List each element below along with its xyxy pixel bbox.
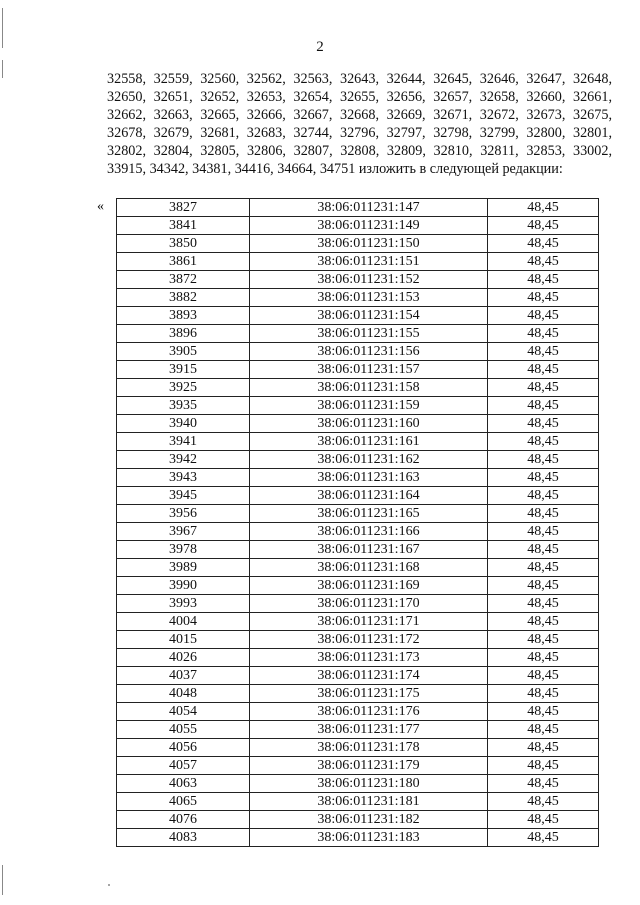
row-number-cell: 3935 [117, 397, 250, 415]
cadastral-number-cell: 38:06:011231:180 [250, 775, 488, 793]
value-cell: 48,45 [488, 721, 599, 739]
table-row [117, 271, 599, 289]
value-cell: 48,45 [488, 757, 599, 775]
table-row [117, 775, 599, 793]
scan-margin-mark [2, 8, 3, 48]
table-row [117, 793, 599, 811]
value-cell: 48,45 [488, 379, 599, 397]
table-row [117, 325, 599, 343]
table-row [117, 433, 599, 451]
table-row [117, 631, 599, 649]
row-number-cell: 4048 [117, 685, 250, 703]
row-number-cell: 3942 [117, 451, 250, 469]
cadastral-number-cell: 38:06:011231:152 [250, 271, 488, 289]
table-row [117, 343, 599, 361]
row-number-cell: 3850 [117, 235, 250, 253]
table-row [117, 523, 599, 541]
cadastral-number-cell: 38:06:011231:179 [250, 757, 488, 775]
table-row [117, 667, 599, 685]
row-number-cell: 3841 [117, 217, 250, 235]
cadastral-number-cell: 38:06:011231:164 [250, 487, 488, 505]
cadastral-number-cell: 38:06:011231:171 [250, 613, 488, 631]
row-number-cell: 3896 [117, 325, 250, 343]
cadastral-number-cell: 38:06:011231:175 [250, 685, 488, 703]
row-number-cell: 4026 [117, 649, 250, 667]
table-row [117, 217, 599, 235]
table-row [117, 577, 599, 595]
cadastral-number-cell: 38:06:011231:159 [250, 397, 488, 415]
value-cell: 48,45 [488, 523, 599, 541]
cadastral-number-cell: 38:06:011231:172 [250, 631, 488, 649]
cadastral-number-cell: 38:06:011231:151 [250, 253, 488, 271]
scan-margin-mark [2, 60, 3, 78]
value-cell: 48,45 [488, 235, 599, 253]
cadastral-number-cell: 38:06:011231:163 [250, 469, 488, 487]
cadastral-number-cell: 38:06:011231:156 [250, 343, 488, 361]
value-cell: 48,45 [488, 595, 599, 613]
table-row [117, 397, 599, 415]
value-cell: 48,45 [488, 253, 599, 271]
table-row [117, 469, 599, 487]
row-number-cell: 4037 [117, 667, 250, 685]
table-row [117, 541, 599, 559]
value-cell: 48,45 [488, 793, 599, 811]
cadastral-number-cell: 38:06:011231:150 [250, 235, 488, 253]
value-cell: 48,45 [488, 811, 599, 829]
table-row [117, 505, 599, 523]
value-cell: 48,45 [488, 631, 599, 649]
cadastral-number-cell: 38:06:011231:160 [250, 415, 488, 433]
value-cell: 48,45 [488, 649, 599, 667]
value-cell: 48,45 [488, 613, 599, 631]
table-row [117, 451, 599, 469]
row-number-cell: 3943 [117, 469, 250, 487]
row-number-cell: 3967 [117, 523, 250, 541]
row-number-cell: 4056 [117, 739, 250, 757]
row-number-cell: 3915 [117, 361, 250, 379]
value-cell: 48,45 [488, 505, 599, 523]
cadastral-number-cell: 38:06:011231:174 [250, 667, 488, 685]
cadastral-number-cell: 38:06:011231:181 [250, 793, 488, 811]
cadastral-number-cell: 38:06:011231:178 [250, 739, 488, 757]
row-number-cell: 4015 [117, 631, 250, 649]
table-row [117, 253, 599, 271]
table-row [117, 379, 599, 397]
value-cell: 48,45 [488, 559, 599, 577]
page-number: 2 [316, 39, 324, 55]
cadastral-number-cell: 38:06:011231:168 [250, 559, 488, 577]
value-cell: 48,45 [488, 541, 599, 559]
table-row [117, 415, 599, 433]
cadastral-number-cell: 38:06:011231:183 [250, 829, 488, 847]
cadastral-number-cell: 38:06:011231:182 [250, 811, 488, 829]
cadastral-number-cell: 38:06:011231:173 [250, 649, 488, 667]
cadastral-table [116, 198, 599, 847]
table-row [117, 739, 599, 757]
table-row [117, 595, 599, 613]
row-number-cell: 4054 [117, 703, 250, 721]
table-row [117, 289, 599, 307]
row-number-cell: 4004 [117, 613, 250, 631]
table-row [117, 649, 599, 667]
table-row [117, 199, 599, 217]
row-number-cell: 3941 [117, 433, 250, 451]
cadastral-number-cell: 38:06:011231:161 [250, 433, 488, 451]
row-number-cell: 3925 [117, 379, 250, 397]
cadastral-number-cell: 38:06:011231:154 [250, 307, 488, 325]
cadastral-number-cell: 38:06:011231:167 [250, 541, 488, 559]
cadastral-number-cell: 38:06:011231:162 [250, 451, 488, 469]
value-cell: 48,45 [488, 577, 599, 595]
table-row [117, 613, 599, 631]
row-number-cell: 3993 [117, 595, 250, 613]
cadastral-number-cell: 38:06:011231:166 [250, 523, 488, 541]
cadastral-number-cell: 38:06:011231:147 [250, 199, 488, 217]
cadastral-number-cell: 38:06:011231:176 [250, 703, 488, 721]
cadastral-number-cell: 38:06:011231:170 [250, 595, 488, 613]
value-cell: 48,45 [488, 433, 599, 451]
row-number-cell: 4065 [117, 793, 250, 811]
value-cell: 48,45 [488, 289, 599, 307]
value-cell: 48,45 [488, 343, 599, 361]
cadastral-number-cell: 38:06:011231:158 [250, 379, 488, 397]
row-number-cell: 4063 [117, 775, 250, 793]
table-row [117, 685, 599, 703]
cadastral-number-cell: 38:06:011231:149 [250, 217, 488, 235]
table-row [117, 307, 599, 325]
opening-quote-mark: « [97, 199, 104, 214]
value-cell: 48,45 [488, 199, 599, 217]
row-number-cell: 3956 [117, 505, 250, 523]
row-number-cell: 4055 [117, 721, 250, 739]
row-number-cell: 3989 [117, 559, 250, 577]
value-cell: 48,45 [488, 775, 599, 793]
cadastral-number-cell: 38:06:011231:157 [250, 361, 488, 379]
value-cell: 48,45 [488, 361, 599, 379]
row-number-cell: 3978 [117, 541, 250, 559]
value-cell: 48,45 [488, 397, 599, 415]
intro-paragraph: 32558, 32559, 32560, 32562, 32563, 32643, 32644, 32645, 32646, 32647, 32648, 32650, 32651, 32652, 32653, 32654, 32655, 32656, 32657, 32658, 32660, 32661, 32662, 32663, 32665, 32666, 32667, 32668, 32669, 32671, 32672, 32673, 32675, 32678, 32679, 32681, 32683, 32744, 32796, 32797, 32798, 32799, 32800, 32801, 32802, 32804, 32805, 32806, 32807, 32808, 32809, 32810, 32811, 32853, 33002, 33915, 34342, 34381, 34416, 34664, 34751 изложить в следующей редакции: [107, 71, 612, 177]
row-number-cell: 3827 [117, 199, 250, 217]
scan-margin-mark [2, 865, 3, 895]
row-number-cell: 4057 [117, 757, 250, 775]
row-number-cell: 3893 [117, 307, 250, 325]
row-number-cell: 3872 [117, 271, 250, 289]
cadastral-table-body [117, 199, 599, 847]
row-number-cell: 3945 [117, 487, 250, 505]
row-number-cell: 3990 [117, 577, 250, 595]
row-number-cell: 4083 [117, 829, 250, 847]
value-cell: 48,45 [488, 487, 599, 505]
table-row [117, 829, 599, 847]
value-cell: 48,45 [488, 829, 599, 847]
scan-speck [108, 884, 110, 886]
cadastral-number-cell: 38:06:011231:177 [250, 721, 488, 739]
value-cell: 48,45 [488, 667, 599, 685]
row-number-cell: 3905 [117, 343, 250, 361]
row-number-cell: 3861 [117, 253, 250, 271]
table-row [117, 361, 599, 379]
value-cell: 48,45 [488, 685, 599, 703]
value-cell: 48,45 [488, 469, 599, 487]
table-row [117, 487, 599, 505]
table-row [117, 235, 599, 253]
table-row [117, 811, 599, 829]
value-cell: 48,45 [488, 217, 599, 235]
cadastral-number-cell: 38:06:011231:155 [250, 325, 488, 343]
table-row [117, 757, 599, 775]
cadastral-number-cell: 38:06:011231:165 [250, 505, 488, 523]
value-cell: 48,45 [488, 307, 599, 325]
value-cell: 48,45 [488, 271, 599, 289]
table-row [117, 559, 599, 577]
row-number-cell: 4076 [117, 811, 250, 829]
cadastral-number-cell: 38:06:011231:153 [250, 289, 488, 307]
value-cell: 48,45 [488, 325, 599, 343]
table-row [117, 721, 599, 739]
table-row [117, 703, 599, 721]
value-cell: 48,45 [488, 451, 599, 469]
cadastral-number-cell: 38:06:011231:169 [250, 577, 488, 595]
row-number-cell: 3940 [117, 415, 250, 433]
row-number-cell: 3882 [117, 289, 250, 307]
value-cell: 48,45 [488, 739, 599, 757]
value-cell: 48,45 [488, 703, 599, 721]
value-cell: 48,45 [488, 415, 599, 433]
